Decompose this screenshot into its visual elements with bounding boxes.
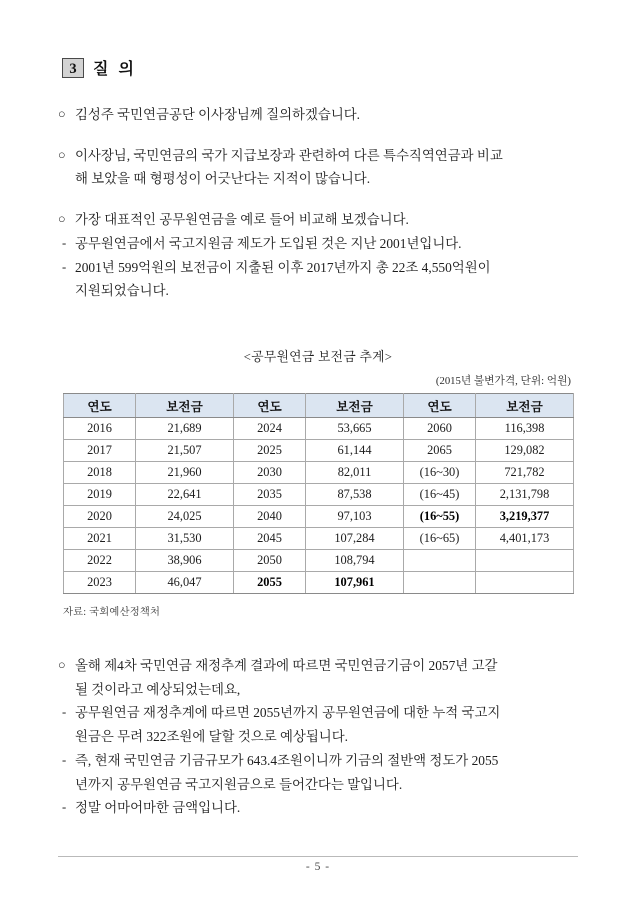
table-row — [64, 462, 574, 484]
table-cell: (16~45) — [404, 484, 476, 506]
table-source-note: 자료: 국회예산정책처 — [63, 607, 161, 618]
section-number-badge: 3 — [62, 58, 84, 78]
table-cell: 107,961 — [306, 572, 404, 594]
table-cell: 2019 — [64, 484, 136, 506]
table-row — [64, 572, 574, 594]
paragraph-text: 가장 대표적인 공무원연금을 예로 들어 비교해 보겠습니다. — [75, 212, 409, 228]
paragraph — [58, 750, 582, 772]
paragraph-text: 공무원연금 재정추계에 따르면 2055년까지 공무원연금에 대한 누적 국고지 — [75, 705, 501, 721]
paragraph-text: 지원되었습니다. — [75, 283, 169, 299]
table-cell: 97,103 — [306, 506, 404, 528]
table-cell: 2024 — [234, 418, 306, 440]
dash-marker: - — [62, 705, 67, 720]
table-cell: 2050 — [234, 550, 306, 572]
circle-marker: ○ — [58, 147, 66, 162]
table-cell: (16~30) — [404, 462, 476, 484]
table-column-header: 연도 — [404, 394, 476, 418]
paragraph-text: 이사장님, 국민연금의 국가 지급보장과 관련하여 다른 특수직역연금과 비교 — [75, 147, 503, 163]
table-cell: 2030 — [234, 462, 306, 484]
table-cell: 46,047 — [136, 572, 234, 594]
table-cell: 61,144 — [306, 440, 404, 462]
table-cell: 2025 — [234, 440, 306, 462]
paragraph-spacer — [58, 192, 582, 209]
page-number: - 5 - — [305, 861, 331, 873]
paragraph-text: 년까지 공무원연금 국고지원금으로 들어간다는 말입니다. — [75, 776, 403, 792]
table-cell: 2022 — [64, 550, 136, 572]
table-cell: 21,507 — [136, 440, 234, 462]
table-cell: 2035 — [234, 484, 306, 506]
table-cell: 129,082 — [476, 440, 574, 462]
table-row — [64, 506, 574, 528]
table-column-header: 연도 — [64, 394, 136, 418]
circle-marker: ○ — [58, 658, 66, 672]
table-cell: 3,219,377 — [476, 506, 574, 528]
paragraph-continuation — [58, 280, 582, 302]
paragraph-text: 해 보았을 때 형평성이 어긋난다는 지적이 많습니다. — [75, 171, 371, 187]
dash-marker — [58, 280, 75, 302]
paragraphs-bottom — [58, 655, 582, 821]
dash-marker: - — [62, 235, 67, 250]
dash-marker: - — [62, 800, 67, 815]
dash-marker — [58, 726, 75, 748]
table-row — [64, 550, 574, 572]
paragraph-text: 김성주 국민연금공단 이사장님께 질의하겠습니다. — [75, 107, 361, 122]
paragraph-text: 올해 제4차 국민연금 재정추계 결과에 따르면 국민연금기금이 2057년 고갈 — [75, 658, 498, 673]
paragraph — [58, 104, 582, 126]
paragraph-continuation — [58, 168, 582, 190]
table-row — [64, 440, 574, 462]
paragraph-text: 2001년 599억원의 보전금이 지출된 이후 2017년까지 총 22조 4,550억원이 — [75, 259, 491, 275]
circle-marker: ○ — [58, 107, 66, 121]
table-row — [64, 528, 574, 550]
paragraph-continuation — [58, 679, 582, 701]
table-cell: 2018 — [64, 462, 136, 484]
table-cell: 2021 — [64, 528, 136, 550]
paragraph-text: 공무원연금에서 국고지원금 제도가 도입된 것은 지난 2001년입니다. — [75, 235, 462, 251]
paragraph-continuation — [58, 774, 582, 796]
table-block — [63, 346, 573, 618]
table-column-header: 연도 — [234, 394, 306, 418]
paragraph-text: 원금은 무려 322조원에 달할 것으로 예상됩니다. — [75, 729, 349, 745]
table-cell: 2020 — [64, 506, 136, 528]
table-unit-note: (2015년 불변가격, 단위: 억원) — [435, 375, 571, 387]
table-cell: 107,284 — [306, 528, 404, 550]
paragraph-text: 즉, 현재 국민연금 기금규모가 643.4조원이니까 기금의 절반액 정도가 2055 — [75, 752, 499, 768]
table-cell: 82,011 — [306, 462, 404, 484]
table-cell: 2040 — [234, 506, 306, 528]
table-row — [64, 484, 574, 506]
paragraphs-top — [58, 104, 582, 304]
paragraph — [58, 257, 582, 279]
table-row — [64, 418, 574, 440]
table-cell: 2023 — [64, 572, 136, 594]
paragraph — [58, 702, 582, 724]
table-column-header: 보전금 — [306, 394, 404, 418]
paragraph-continuation — [58, 726, 582, 748]
table-cell: 87,538 — [306, 484, 404, 506]
circle-marker — [58, 679, 75, 701]
table-cell: 38,906 — [136, 550, 234, 572]
table-cell: 2060 — [404, 418, 476, 440]
paragraph-text: 정말 어마어마한 금액입니다. — [75, 800, 241, 816]
circle-marker — [58, 168, 75, 190]
page-title: 질 의 — [93, 61, 137, 78]
table-cell: 21,689 — [136, 418, 234, 440]
table-cell: 2045 — [234, 528, 306, 550]
table-cell: 108,794 — [306, 550, 404, 572]
table-cell: 2065 — [404, 440, 476, 462]
table-cell — [404, 550, 476, 572]
table-cell: 4,401,173 — [476, 528, 574, 550]
table-column-header: 보전금 — [476, 394, 574, 418]
table-cell: 2017 — [64, 440, 136, 462]
table-cell: 22,641 — [136, 484, 234, 506]
table-body — [64, 418, 574, 594]
table-cell: (16~65) — [404, 528, 476, 550]
table-header-row — [64, 394, 574, 418]
paragraph — [58, 145, 582, 167]
table-cell: 21,960 — [136, 462, 234, 484]
table-cell: 721,782 — [476, 462, 574, 484]
paragraph — [58, 655, 582, 677]
paragraph-spacer — [58, 128, 582, 145]
table-title: <공무원연금 보전금 추계> — [243, 350, 393, 364]
table-cell: 116,398 — [476, 418, 574, 440]
table-cell: 2,131,798 — [476, 484, 574, 506]
table-cell — [404, 572, 476, 594]
circle-marker: ○ — [58, 212, 66, 227]
table-cell: 53,665 — [306, 418, 404, 440]
table-column-header: 보전금 — [136, 394, 234, 418]
table-cell: 31,530 — [136, 528, 234, 550]
dash-marker: - — [62, 259, 67, 274]
table-cell: 2055 — [234, 572, 306, 594]
paragraph — [58, 797, 582, 819]
table-cell: (16~55) — [404, 506, 476, 528]
paragraph — [58, 209, 582, 231]
section-header — [62, 56, 137, 79]
footer-divider — [58, 856, 578, 857]
table-cell — [476, 550, 574, 572]
paragraph — [58, 233, 582, 255]
dash-marker — [58, 774, 75, 796]
table-cell: 24,025 — [136, 506, 234, 528]
table-cell: 2016 — [64, 418, 136, 440]
pension-subsidy-table — [63, 393, 574, 594]
dash-marker: - — [62, 752, 67, 767]
table-cell — [476, 572, 574, 594]
paragraph-text: 될 것이라고 예상되었는데요, — [75, 681, 241, 697]
